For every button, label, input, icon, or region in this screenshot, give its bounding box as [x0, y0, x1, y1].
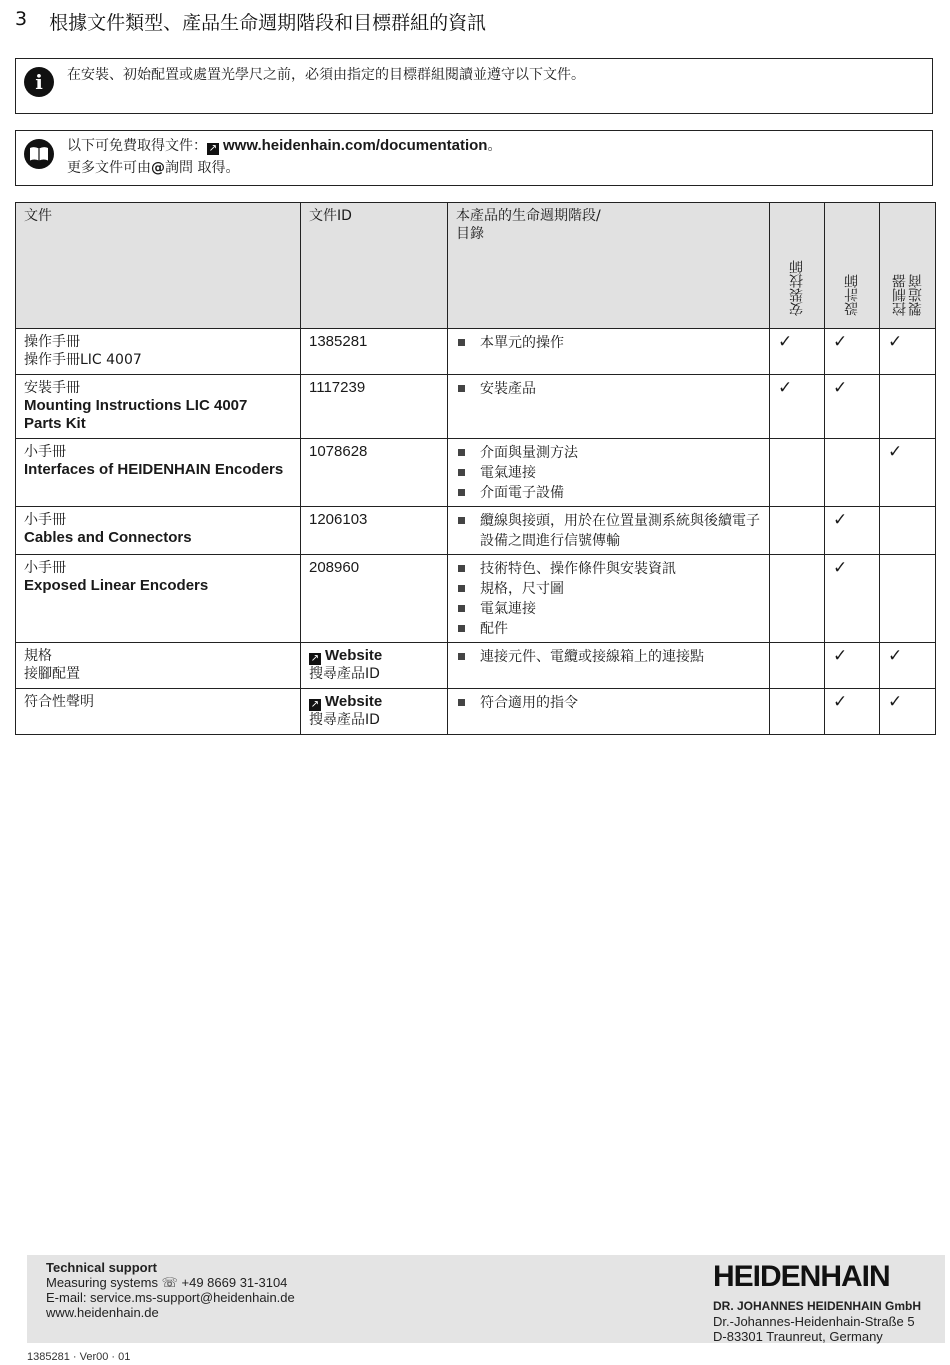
documentation-link[interactable]: www.heidenhain.com/documentation — [223, 137, 488, 154]
docs-line1-suffix: 。 — [487, 138, 502, 154]
list-item: 電氣連接 — [456, 599, 761, 619]
header-installer-label: 安裝技師 — [789, 260, 805, 316]
website-link[interactable]: Website — [325, 693, 383, 710]
company-name: DR. JOHANNES HEIDENHAIN GmbH — [713, 1299, 922, 1313]
doc-id: 1078628 — [301, 439, 448, 507]
doc-type: 安裝手冊 — [24, 380, 80, 396]
lifecycle-cell — [448, 689, 770, 735]
support-website[interactable]: www.heidenhain.de — [46, 1305, 159, 1320]
support-phone: +49 8669 31-3104 — [181, 1275, 288, 1290]
check-oem: ✓ — [880, 689, 936, 735]
support-title: Technical support — [46, 1260, 157, 1275]
external-link-icon: ↗ — [208, 143, 218, 154]
lifecycle-cell — [448, 555, 770, 643]
check-designer: ✓ — [825, 689, 880, 735]
inquiry-link[interactable]: 詢問 — [165, 160, 193, 176]
header-designer — [825, 203, 880, 329]
list-item: 安裝產品 — [456, 379, 761, 399]
list-item: 纜線與接頭，用於在位置量測系統與後續電子設備之間進行信號傳輸 — [456, 511, 761, 551]
info-notice — [15, 58, 933, 114]
doc-id: 208960 — [301, 555, 448, 643]
check-installer: ✓ — [770, 375, 825, 439]
doc-id-cell — [301, 643, 448, 689]
doc-type: 小手冊 — [24, 512, 66, 528]
check-designer — [825, 439, 880, 507]
doc-id: 1117239 — [301, 375, 448, 439]
check-designer: ✓ — [825, 329, 880, 375]
at-icon: @ — [151, 160, 165, 176]
doc-cell — [16, 643, 301, 689]
check-designer: ✓ — [825, 643, 880, 689]
check-installer — [770, 643, 825, 689]
support-phone-line — [46, 1275, 295, 1290]
document-number: 1385281 · Ver00 · 01 — [27, 1351, 131, 1363]
docs-line2-suffix: 取得。 — [193, 160, 240, 176]
lifecycle-cell — [448, 439, 770, 507]
list-item: 連接元件、電纜或接線箱上的連接點 — [456, 647, 761, 667]
company-city: D-83301 Traunreut, Germany — [713, 1329, 883, 1344]
doc-id: 1206103 — [301, 507, 448, 555]
check-oem — [880, 507, 936, 555]
book-icon — [24, 139, 54, 169]
section-heading — [15, 8, 486, 35]
table-row — [16, 439, 936, 507]
doc-name: Exposed Linear Encoders — [24, 577, 209, 594]
section-number: 3 — [15, 8, 28, 30]
doc-cell — [16, 689, 301, 735]
heidenhain-logo: HEIDENHAIN — [713, 1260, 890, 1293]
section-title: 根據文件類型、產品生命週期階段和目標群組的資訊 — [49, 12, 487, 34]
doc-name: Interfaces of HEIDENHAIN Encoders — [24, 461, 284, 478]
lifecycle-cell — [448, 375, 770, 439]
documentation-notice-text — [67, 135, 501, 179]
lifecycle-cell — [448, 507, 770, 555]
doc-name: 操作手冊LIC 4007 — [24, 352, 142, 368]
doc-type: 小手冊 — [24, 560, 66, 576]
check-installer: ✓ — [770, 329, 825, 375]
list-item: 本單元的操作 — [456, 333, 761, 353]
doc-name: Mounting Instructions LIC 4007 — [24, 397, 248, 414]
doc-id-note: 搜尋產品ID — [309, 666, 380, 682]
list-item: 配件 — [456, 619, 761, 639]
check-designer: ✓ — [825, 375, 880, 439]
check-installer — [770, 555, 825, 643]
documentation-notice — [15, 130, 933, 186]
external-link-icon: ↗ — [310, 653, 320, 664]
list-item: 介面與量測方法 — [456, 443, 761, 463]
check-oem: ✓ — [880, 329, 936, 375]
doc-type: 操作手冊 — [24, 334, 80, 350]
doc-name: 接腳配置 — [24, 666, 80, 682]
phone-icon: ☏ — [161, 1275, 178, 1290]
check-oem: ✓ — [880, 439, 936, 507]
doc-id-cell — [301, 689, 448, 735]
lifecycle-cell — [448, 329, 770, 375]
doc-name-line2: Parts Kit — [24, 415, 86, 432]
doc-cell — [16, 329, 301, 375]
info-notice-text: 在安裝、初始配置或處置光學尺之前，必須由指定的目標群組閱讀並遵守以下文件。 — [67, 67, 585, 83]
company-street: Dr.-Johannes-Heidenhain-Straße 5 — [713, 1314, 915, 1329]
table-header-row — [16, 203, 936, 329]
check-installer — [770, 689, 825, 735]
check-designer: ✓ — [825, 555, 880, 643]
table-row — [16, 329, 936, 375]
header-lifecycle — [448, 203, 770, 329]
check-oem: ✓ — [880, 643, 936, 689]
doc-name: Cables and Connectors — [24, 529, 192, 546]
list-item: 技術特色、操作條件與安裝資訊 — [456, 559, 761, 579]
documents-table — [15, 202, 936, 735]
check-oem — [880, 555, 936, 643]
header-designer-label: 設計師 — [844, 274, 860, 316]
doc-cell — [16, 507, 301, 555]
website-link[interactable]: Website — [325, 647, 383, 664]
doc-id-note: 搜尋產品ID — [309, 712, 380, 728]
list-item: 介面電子設備 — [456, 483, 761, 503]
table-row — [16, 507, 936, 555]
header-document: 文件 — [16, 203, 301, 329]
table-row — [16, 643, 936, 689]
header-lifecycle-line2: 目錄 — [456, 226, 484, 242]
header-oem-label: 控制器 製造商 — [891, 274, 924, 316]
technical-support — [46, 1260, 295, 1320]
doc-cell — [16, 439, 301, 507]
check-oem — [880, 375, 936, 439]
table-row — [16, 689, 936, 735]
list-item: 符合適用的指令 — [456, 693, 761, 713]
doc-cell — [16, 555, 301, 643]
header-lifecycle-line1: 本產品的生命週期階段/ — [456, 208, 601, 224]
list-item: 電氣連接 — [456, 463, 761, 483]
external-link-icon: ↗ — [310, 699, 320, 710]
doc-type: 規格 — [24, 648, 52, 664]
doc-id: 1385281 — [301, 329, 448, 375]
company-block — [713, 1260, 928, 1344]
doc-type: 符合性聲明 — [24, 694, 94, 710]
footer — [27, 1255, 945, 1343]
table-row — [16, 555, 936, 643]
support-email[interactable]: E-mail: service.ms-support@heidenhain.de — [46, 1290, 295, 1305]
docs-line2-prefix: 更多文件可由 — [67, 160, 151, 176]
check-installer — [770, 439, 825, 507]
doc-type: 小手冊 — [24, 444, 66, 460]
docs-line1-prefix: 以下可免費取得文件： — [67, 138, 207, 154]
list-item: 規格，尺寸圖 — [456, 579, 761, 599]
table-row — [16, 375, 936, 439]
check-designer: ✓ — [825, 507, 880, 555]
info-icon: i — [24, 67, 54, 97]
doc-cell — [16, 375, 301, 439]
header-installer — [770, 203, 825, 329]
header-doc-id: 文件ID — [301, 203, 448, 329]
lifecycle-cell — [448, 643, 770, 689]
header-oem — [880, 203, 936, 329]
check-installer — [770, 507, 825, 555]
support-phone-label: Measuring systems — [46, 1275, 158, 1290]
